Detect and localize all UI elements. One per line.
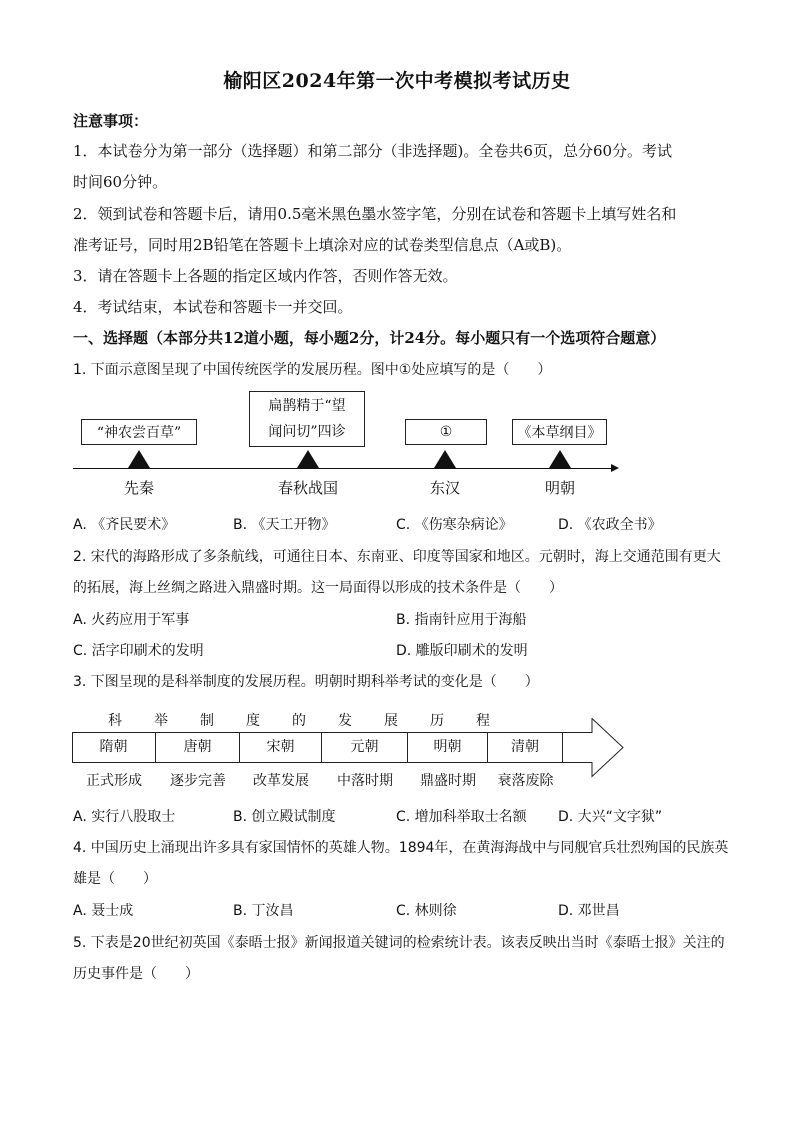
banner-char: 历	[430, 713, 444, 729]
timeline-box-bencao: 《本草纲目》	[512, 419, 607, 445]
stage-label: 鼎盛时期	[420, 773, 476, 789]
timeline-marker	[128, 450, 150, 468]
stage-label: 正式形成	[86, 773, 142, 789]
q3-option-c[interactable]: C. 增加科举取士名额	[396, 809, 527, 825]
timeline-period: 东汉	[429, 479, 460, 497]
note-line: 2．领到试卷和答题卡后，请用0.5毫米黑色墨水签字笔，分别在试卷和答题卡上填写姓名和	[73, 205, 677, 223]
q3-option-b[interactable]: B. 创立殿试制度	[233, 809, 336, 825]
q4-option-b[interactable]: B. 丁汝昌	[233, 903, 294, 919]
q2-option-c[interactable]: C. 活字印刷术的发明	[73, 643, 204, 659]
q2-option-a[interactable]: A. 火药应用于军事	[73, 612, 190, 628]
keju-arrow	[72, 732, 632, 792]
banner-char: 发	[338, 713, 352, 729]
timeline-axis	[73, 468, 613, 469]
banner-char: 举	[154, 713, 168, 729]
note-line: 准考证号，同时用2B铅笔在答题卡上填涂对应的试卷类型信息点（A或B)。	[73, 236, 572, 254]
banner-char: 程	[476, 713, 490, 729]
q1-stem: 1. 下面示意图呈现了中国传统医学的发展历程。图中①处应填写的是（ ）	[73, 362, 552, 378]
timeline-box-bianque-line2: 闻问切”四诊	[268, 424, 346, 440]
note-line: 4．考试结束，本试卷和答题卡一并交回。	[73, 298, 353, 316]
dynasty-cell: 隋朝	[72, 732, 156, 762]
timeline-period: 先秦	[123, 479, 154, 497]
note-line: 3．请在答题卡上各题的指定区域内作答，否则作答无效。	[73, 267, 458, 285]
q4-option-c[interactable]: C. 林则徐	[396, 903, 457, 919]
timeline-marker	[297, 450, 319, 468]
banner-char: 的	[292, 713, 306, 729]
timeline-marker	[434, 450, 456, 468]
q1-option-d[interactable]: D. 《农政全书》	[558, 517, 662, 533]
timeline-period: 春秋战国	[277, 479, 338, 497]
stage-label: 逐步完善	[170, 773, 226, 789]
q2-stem-line: 的拓展，海上丝绸之路进入鼎盛时期。这一局面得以形成的技术条件是（ ）	[73, 580, 563, 596]
stage-label: 中落时期	[337, 773, 393, 789]
timeline-period: 明朝	[544, 479, 575, 497]
timeline-arrow-icon	[611, 464, 619, 472]
banner-char: 度	[246, 713, 260, 729]
timeline-box-shennong: “神农尝百草”	[81, 419, 197, 445]
notes-heading: 注意事项：	[73, 112, 149, 130]
stage-label: 衰落废除	[497, 773, 554, 789]
note-line: 1．本试卷分为第一部分（选择题）和第二部分（非选择题)。全卷共6页，总分60分。考试	[73, 142, 673, 160]
banner-char: 制	[200, 713, 214, 729]
q3-option-d[interactable]: D. 大兴“文字狱”	[558, 809, 663, 825]
q1-timeline-diagram	[0, 385, 794, 500]
q3-stem: 3. 下图呈现的是科举制度的发展历程。明朝时期科举考试的变化是（ ）	[73, 674, 539, 690]
section-heading: 一、选择题（本部分共12道小题，每小题2分，计24分。每小题只有一个选项符合题意）	[73, 329, 666, 347]
q2-option-b[interactable]: B. 指南针应用于海船	[396, 612, 527, 628]
banner-char: 科	[108, 713, 122, 729]
q5-stem-line: 历史事件是（ ）	[73, 966, 199, 982]
q4-option-a[interactable]: A. 聂士成	[73, 903, 134, 919]
q2-option-d[interactable]: D. 雕版印刷术的发明	[396, 643, 528, 659]
page-title: 榆阳区2024年第一次中考模拟考试历史	[223, 70, 571, 92]
q3-keju-diagram	[0, 710, 794, 790]
timeline-box-bianque	[249, 391, 365, 447]
timeline-box-blank: ①	[405, 419, 487, 445]
q1-option-b[interactable]: B. 《天工开物》	[233, 517, 336, 533]
timeline-marker	[549, 450, 571, 468]
stage-label: 改革发展	[253, 773, 309, 789]
q4-option-d[interactable]: D. 邓世昌	[558, 903, 620, 919]
q4-stem-line: 4. 中国历史上涌现出许多具有家国情怀的英雄人物。1894年，在黄海海战中与同舰官兵壮烈殉国的民族英	[73, 840, 729, 856]
timeline-box-bianque-line1: 扁鹊精于“望	[268, 398, 346, 414]
dynasty-cell: 元朝	[322, 732, 408, 762]
q1-option-a[interactable]: A. 《齐民要术》	[73, 517, 176, 533]
dynasty-cell: 宋朝	[240, 732, 322, 762]
q5-stem-line: 5. 下表是20世纪初英国《泰晤士报》新闻报道关键词的检索统计表。该表反映出当时《泰晤士报》关注的	[73, 935, 725, 951]
q3-option-a[interactable]: A. 实行八股取士	[73, 809, 176, 825]
dynasty-cell: 清朝	[488, 732, 563, 762]
q4-stem-line: 雄是（ ）	[73, 871, 157, 887]
dynasty-cell: 明朝	[408, 732, 488, 762]
banner-char: 展	[384, 713, 398, 729]
q1-option-c[interactable]: C. 《伤寒杂病论》	[396, 517, 513, 533]
q2-stem-line: 2. 宋代的海路形成了多条航线，可通往日本、东南亚、印度等国家和地区。元朝时，海上交通范围有更大	[73, 549, 721, 565]
dynasty-cell: 唐朝	[156, 732, 240, 762]
note-line: 时间60分钟。	[73, 173, 168, 191]
